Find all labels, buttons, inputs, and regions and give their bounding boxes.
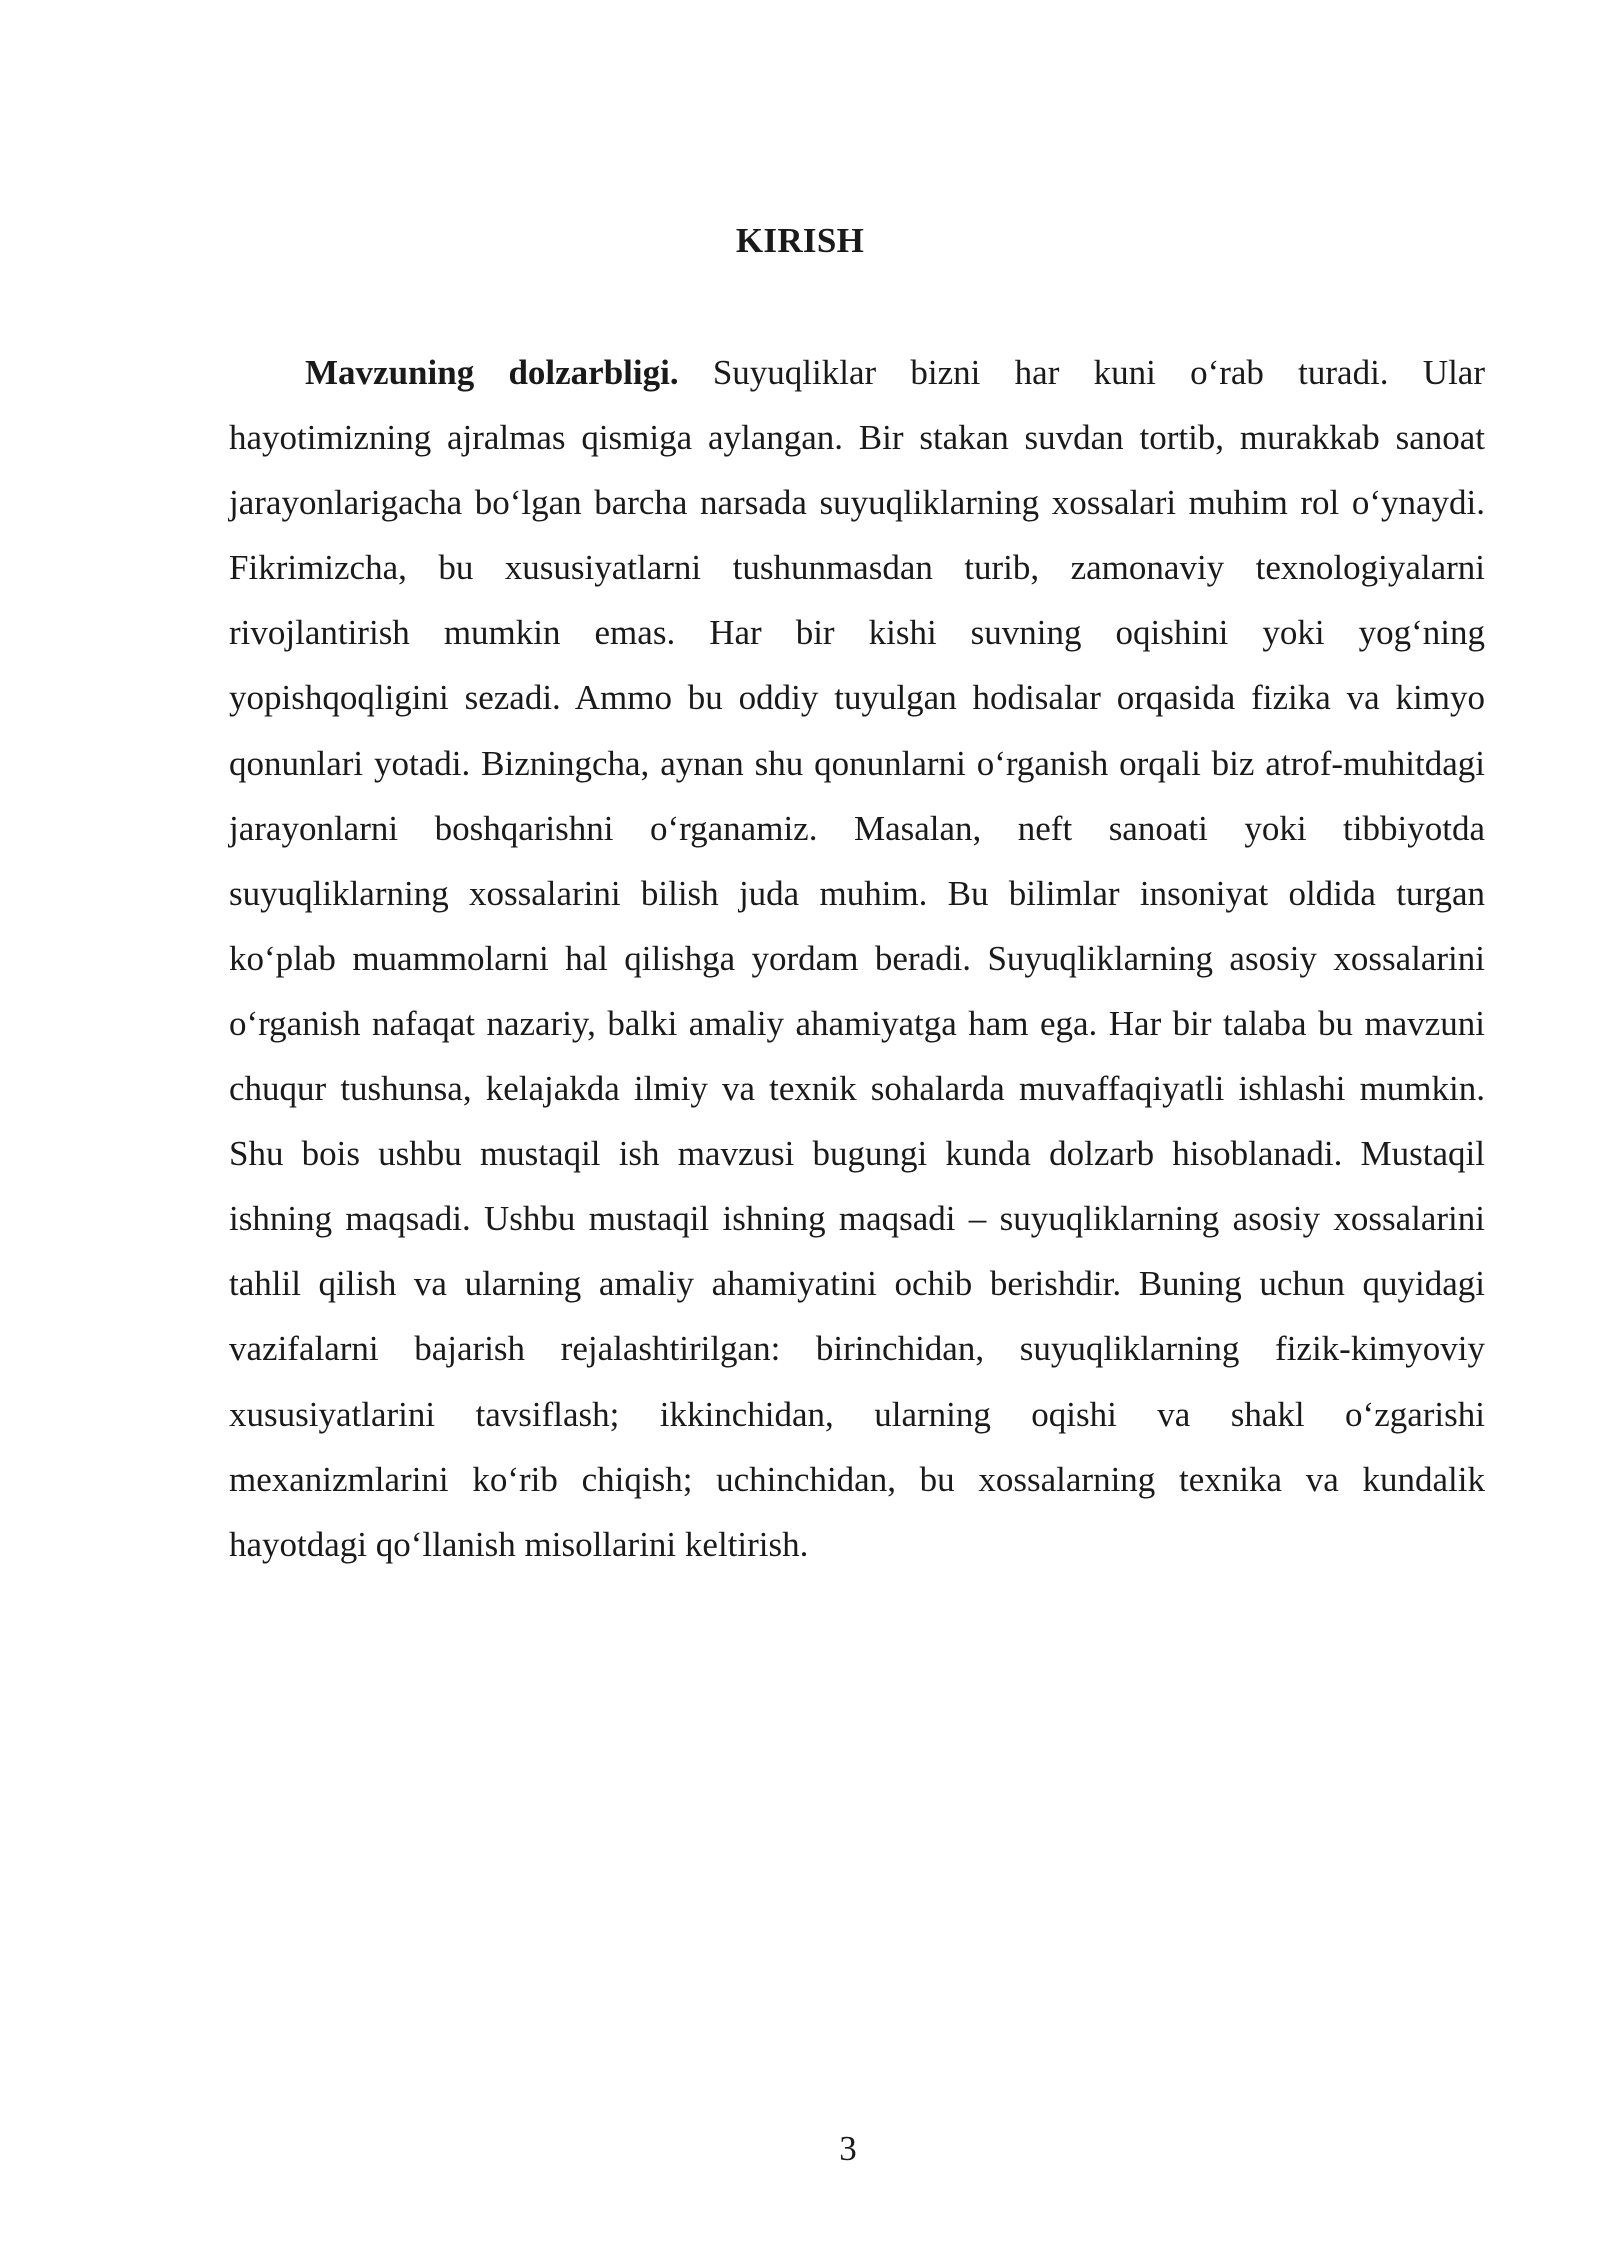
body-paragraph [229,340,1485,1577]
page-number: 3 [839,2129,857,2168]
section-heading: KIRISH [735,221,865,260]
paragraph-lead: Mavzuning dolzarbligi. [305,353,679,392]
paragraph-text: Suyuqliklar bizni har kuni o‘rab turadi. Ular hayotimizning ajralmas qismiga aylangan. Bir stakan suvdan tortib, murakkab sanoat jarayonlarigacha bo‘lgan barcha narsada suyuqliklarning xossalari muhim rol o‘ynaydi. Fikrimizcha, bu xususiyatlarni tushunmasdan turib, zamonaviy texnologiyalarni rivojlantirish mumkin emas. Har bir kishi suvning oqishini yoki yog‘ning yopishqoqligini sezadi. Ammo bu oddiy tuyulgan hodisalar orqasida fizika va kimyo qonunlari yotadi. Bizningcha, aynan shu qonunlarni o‘rganish orqali biz atrof-muhitdagi jarayonlarni boshqarishni o‘rganamiz. Masalan, neft sanoati yoki tibbiyotda suyuqliklarning xossalarini bilish juda muhim. Bu bilimlar insoniyat oldida turgan ko‘plab muammolarni hal qilishga yordam beradi. Suyuqliklarning asosiy xossalarini o‘rganish nafaqat nazariy, balki amaliy ahamiyatga ham ega. Har bir talaba bu mavzuni chuqur tushunsa, kelajakda ilmiy va texnik sohalarda muvaffaqiyatli ishlashi mumkin. Shu bois ushbu mustaqil ish mavzusi bugungi kunda dolzarb hisoblanadi. Mustaqil ishning maqsadi. Ushbu mustaqil ishning maqsadi – suyuqliklarning asosiy xossalarini tahlil qilish va ularning amaliy ahamiyatini ochib berishdir. Buning uchun quyidagi vazifalarni bajarish rejalashtirilgan: birinchidan, suyuqliklarning fizik-kimyoviy xususiyatlarini tavsiflash; ikkinchidan, ularning oqishi va shakl o‘zgarishi mexanizmlarini ko‘rib chiqish; uchinchidan, bu xossalarning texnika va kundalik hayotdagi qo‘llanish misollarini keltirish. [229,353,1485,1564]
